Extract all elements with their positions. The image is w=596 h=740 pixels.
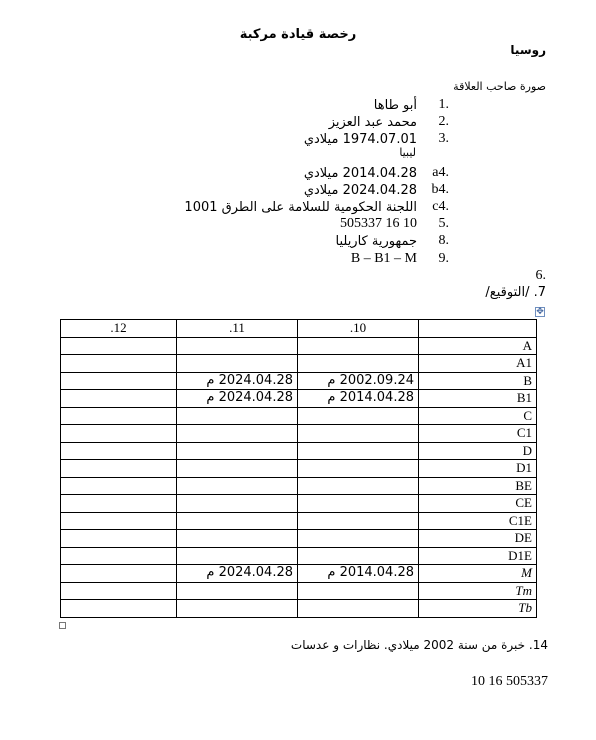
table-row — [61, 512, 537, 530]
header-col-10: .10 — [298, 320, 419, 338]
cell-category: A1 — [419, 355, 537, 373]
cell-col-11 — [177, 530, 298, 548]
photo-label: صورة صاحب العلاقة — [453, 80, 546, 93]
cell-category: BE — [419, 477, 537, 495]
cell-col-12 — [61, 512, 177, 530]
field-value: أبو طاها — [373, 97, 417, 113]
table-row — [61, 477, 537, 495]
header-col-category — [419, 320, 537, 338]
table-row — [61, 530, 537, 548]
cell-col-11 — [177, 600, 298, 618]
field-number: c4. — [432, 199, 449, 214]
table-row — [61, 407, 537, 425]
cell-category: B — [419, 372, 537, 390]
cell-category: CE — [419, 495, 537, 513]
cell-col-11 — [177, 477, 298, 495]
cell-col-10: 2014.04.28 م — [298, 565, 419, 583]
cell-col-10: 2014.04.28 م — [298, 390, 419, 408]
cell-col-10 — [298, 460, 419, 478]
cell-col-10 — [298, 477, 419, 495]
experience-note: 14. خبرة من سنة 2002 ميلادي. نظارات و عدسات — [290, 638, 548, 652]
cell-col-12 — [61, 600, 177, 618]
cell-category: C1E — [419, 512, 537, 530]
field-5 — [340, 215, 449, 233]
field-value: محمد عبد العزيز — [328, 114, 417, 130]
field-number: 2. — [438, 114, 449, 129]
item-6: 6. — [535, 268, 546, 283]
table-row — [61, 565, 537, 583]
cell-col-12 — [61, 582, 177, 600]
table-row — [61, 372, 537, 390]
table-header-row — [61, 320, 537, 338]
cell-col-11 — [177, 582, 298, 600]
cell-category: D1 — [419, 460, 537, 478]
cell-category: D1E — [419, 547, 537, 565]
cell-col-12 — [61, 390, 177, 408]
table-row — [61, 582, 537, 600]
cell-col-12 — [61, 372, 177, 390]
cell-category: M — [419, 565, 537, 583]
cell-col-11 — [177, 512, 298, 530]
cell-col-10 — [298, 600, 419, 618]
field-number: 9. — [438, 251, 449, 266]
cell-col-12 — [61, 425, 177, 443]
resize-square-icon[interactable] — [59, 622, 66, 629]
cell-col-11 — [177, 547, 298, 565]
cell-col-12 — [61, 337, 177, 355]
cell-col-12 — [61, 477, 177, 495]
cell-col-10 — [298, 355, 419, 373]
cell-category: C1 — [419, 425, 537, 443]
cell-col-10 — [298, 582, 419, 600]
field-value: 1974.07.01 ميلادي — [303, 131, 417, 147]
cell-col-10: 2002.09.24 م — [298, 372, 419, 390]
field-number: 3. — [438, 131, 449, 146]
field-8 — [336, 232, 450, 250]
field-4a — [304, 164, 449, 182]
field-4b — [304, 181, 449, 199]
field-value: 10 16 505337 — [340, 216, 417, 231]
cell-category: A — [419, 337, 537, 355]
cell-category: DE — [419, 530, 537, 548]
cell-col-11 — [177, 425, 298, 443]
table-row — [61, 355, 537, 373]
cell-col-11: 2024.04.28 م — [177, 372, 298, 390]
table-row — [61, 425, 537, 443]
table-row — [61, 442, 537, 460]
cell-col-10 — [298, 337, 419, 355]
place-of-birth: ليبيا — [399, 146, 416, 159]
field-value: اللجنة الحكومية للسلامة على الطرق 1001 — [184, 199, 417, 215]
country-name: روسيا — [510, 43, 546, 57]
table-row — [61, 337, 537, 355]
cell-col-11 — [177, 460, 298, 478]
cell-col-10 — [298, 407, 419, 425]
move-arrows-icon[interactable]: ✥ — [536, 307, 544, 317]
field-4c — [184, 198, 449, 216]
cell-col-12 — [61, 495, 177, 513]
field-number: 1. — [438, 97, 449, 112]
cell-col-11 — [177, 355, 298, 373]
cell-col-10 — [298, 442, 419, 460]
field-number: b4. — [431, 182, 449, 197]
header-col-12: .12 — [61, 320, 177, 338]
table-row — [61, 600, 537, 618]
field-3 — [304, 130, 449, 148]
field-9 — [351, 250, 449, 268]
field-value: 2014.04.28 ميلادي — [303, 165, 417, 181]
field-number: 5. — [438, 216, 449, 231]
table-row — [61, 390, 537, 408]
cell-col-10 — [298, 530, 419, 548]
field-1 — [374, 96, 449, 114]
field-number: a4. — [432, 165, 449, 180]
cell-col-12 — [61, 565, 177, 583]
page-title: رخصة قيادة مركبة — [239, 27, 357, 42]
cell-col-12 — [61, 547, 177, 565]
cell-col-11: 2024.04.28 م — [177, 390, 298, 408]
table-row — [61, 495, 537, 513]
field-value: جمهورية كاريليا — [335, 233, 417, 249]
field-value: 2024.04.28 ميلادي — [303, 182, 417, 198]
cell-col-12 — [61, 530, 177, 548]
cell-col-11 — [177, 337, 298, 355]
categories-table — [60, 319, 537, 618]
item-7-signature: 7. /التوقيع/ — [485, 285, 546, 300]
field-number: 8. — [438, 233, 449, 248]
cell-col-10 — [298, 495, 419, 513]
cell-category: Tm — [419, 582, 537, 600]
cell-col-11 — [177, 442, 298, 460]
cell-category: D — [419, 442, 537, 460]
cell-col-12 — [61, 355, 177, 373]
cell-category: Tb — [419, 600, 537, 618]
cell-category: C — [419, 407, 537, 425]
cell-col-11 — [177, 495, 298, 513]
cell-col-10 — [298, 512, 419, 530]
footer-number: 10 16 505337 — [471, 674, 548, 689]
field-value: B – B1 – M — [350, 251, 417, 266]
field-2 — [329, 113, 449, 131]
table-row — [61, 547, 537, 565]
cell-col-12 — [61, 407, 177, 425]
cell-category: B1 — [419, 390, 537, 408]
table-row — [61, 460, 537, 478]
cell-col-12 — [61, 460, 177, 478]
cell-col-12 — [61, 442, 177, 460]
header-col-11: .11 — [177, 320, 298, 338]
cell-col-11: 2024.04.28 م — [177, 565, 298, 583]
cell-col-10 — [298, 547, 419, 565]
cell-col-11 — [177, 407, 298, 425]
cell-col-10 — [298, 425, 419, 443]
